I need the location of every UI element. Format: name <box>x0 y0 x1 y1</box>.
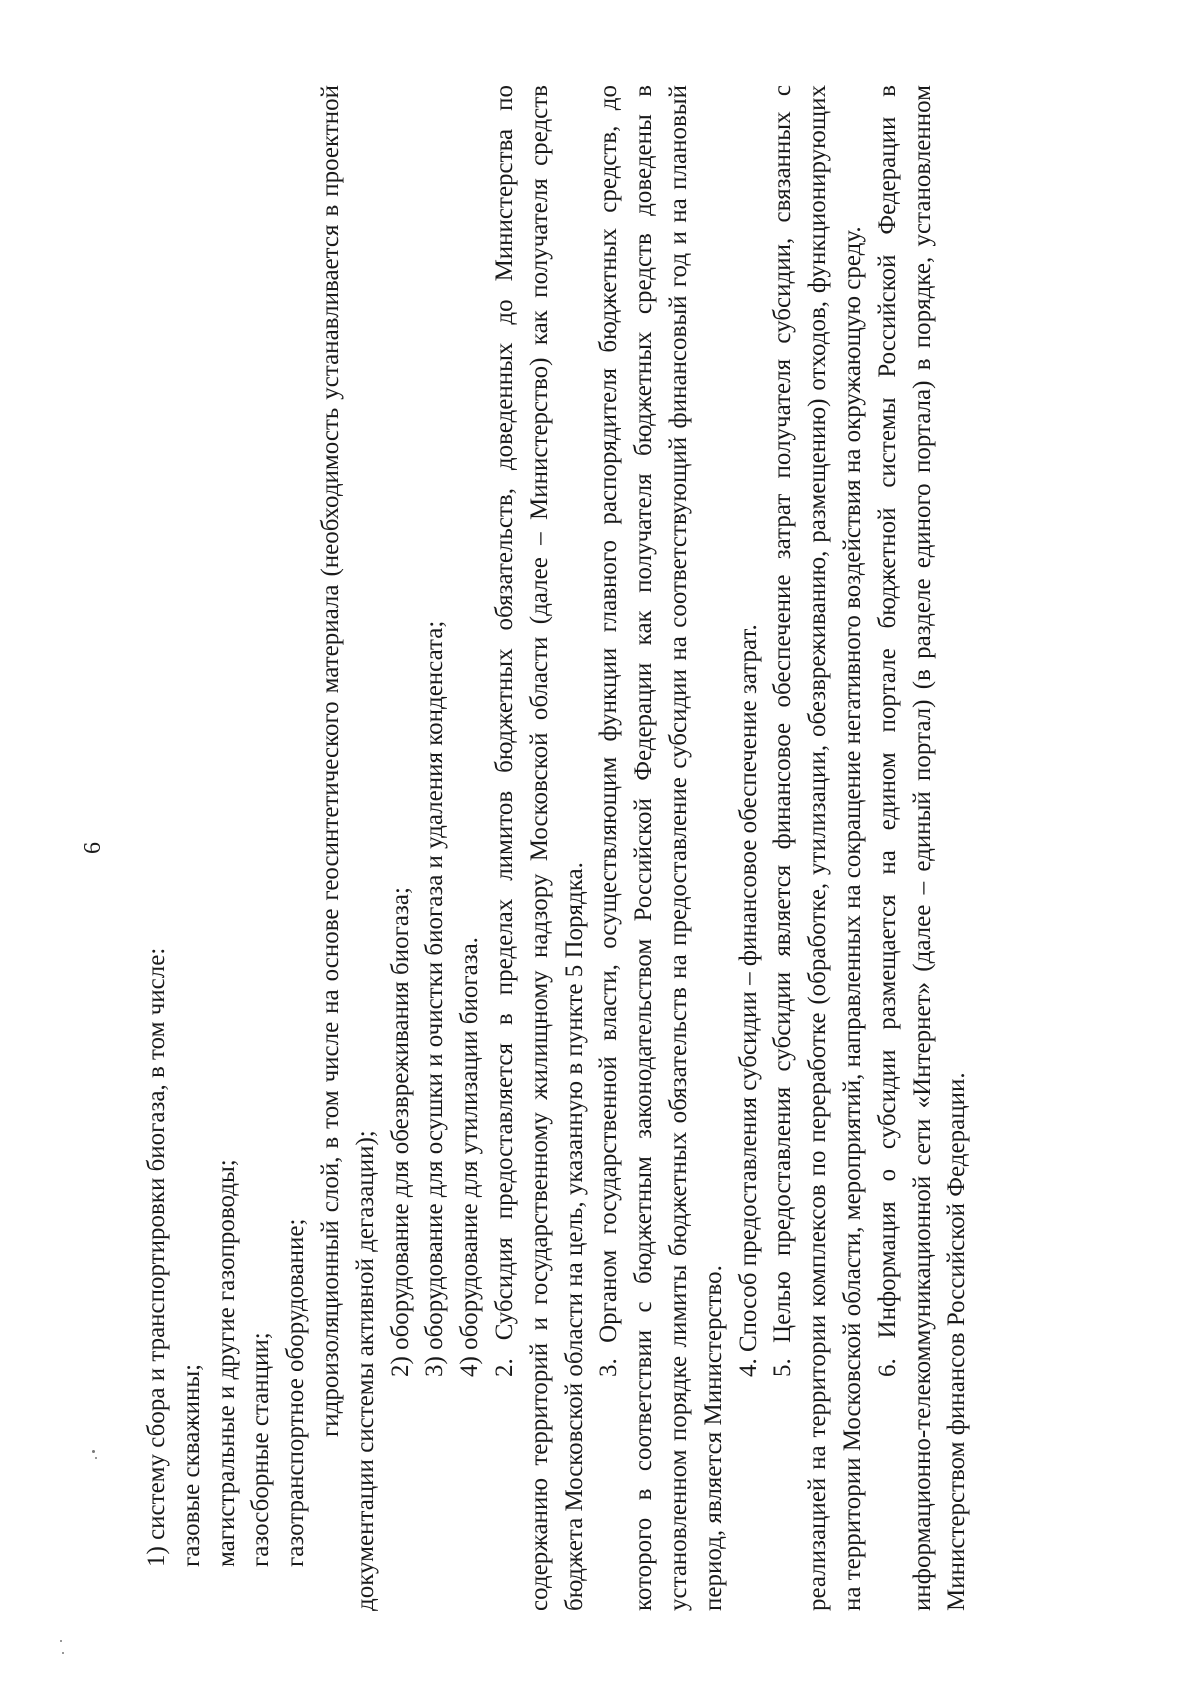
paragraph: 4) оборудование для утилизации биогаза. <box>456 937 484 1377</box>
scan-speck <box>95 1457 97 1459</box>
paragraph: 2) оборудование для обезвреживания биогаза; <box>386 887 414 1377</box>
paragraph: 3) оборудование для осушки и очистки биогаза и удаления конденсата; <box>421 620 449 1377</box>
paragraph: 2. Субсидия предоставляется в пределах лимитов бюджетных обязательств, доведенных до Министерства по содержанию территорий и государственному жилищному надзору Московской области (далее – Министерство) как получателя средств бюджета Московской области на цель, указанную в пункте 5 Порядка. <box>490 85 588 1611</box>
paragraph: 3. Органом государственной власти, осуществляющим функции главного распорядителя бюджетных средств, до которого в соответствии с бюджетным законодательством Российской Федерации как получателя бюджетных средств доведены в установленном порядке лимиты бюджетных обязательств на предоставление субсидии на соответствующий финансовый год и на плановый период, является Министерство. <box>595 85 727 1611</box>
paragraph: 6. Информация о субсидии размещается на едином портале бюджетной системы Российской Федерации в информационно-телекоммуникационной сети «Интернет» (далее – единый портал) (в разделе единого портала) в порядке, установленном Министерством финансов Российской Федерации. <box>873 85 971 1611</box>
paragraph: 1) систему сбора и транспортировки биогаза, в том числе: <box>143 947 170 1567</box>
document-body <box>140 85 975 1611</box>
rotated-page-content <box>80 85 1010 1611</box>
paragraph: газовые скважины; <box>177 1363 205 1567</box>
scan-speck <box>60 1640 62 1642</box>
page-number: 6 <box>80 842 106 854</box>
scan-speck <box>92 1450 95 1453</box>
paragraph: газотранспортное оборудование; <box>282 1218 310 1567</box>
scan-speck <box>62 1652 64 1654</box>
paragraph: газосборные станции; <box>247 1332 275 1567</box>
paragraph: 4. Способ предоставления субсидии – финансовое обеспечение затрат. <box>734 624 762 1377</box>
paragraph: 5. Целью предоставления субсидии является финансовое обеспечение затрат получателя субсидии, связанных с реализацией на территории комплексов по переработке (обработке, утилизации, обезвреживанию, размещению) отходов, функционирующих на территории Московской области, мероприятий, направленных на сокращение негативного воздействия на окружающую среду. <box>769 85 866 1611</box>
paragraph: гидроизоляционный слой, в том числе на основе геосинтетического материала (необходимость устанавливается в проектной документации системы активной дегазации); <box>316 85 379 1611</box>
paragraph: магистральные и другие газопроводы; <box>212 1159 240 1567</box>
